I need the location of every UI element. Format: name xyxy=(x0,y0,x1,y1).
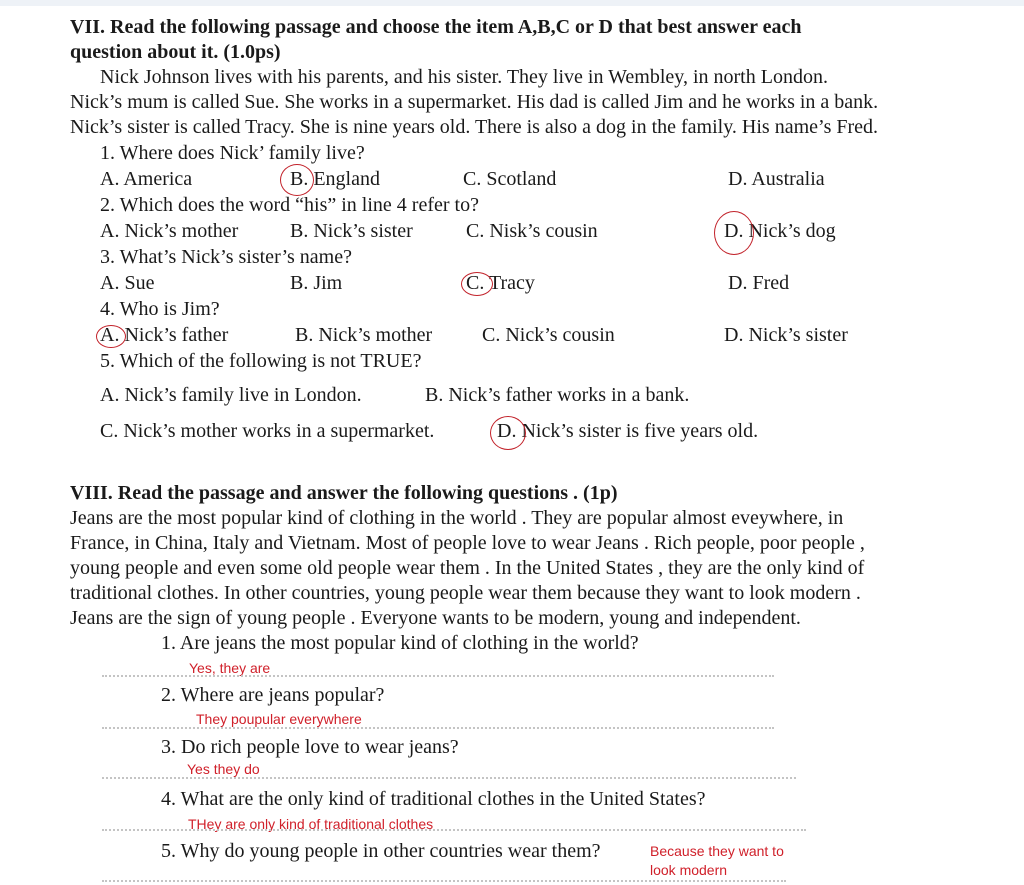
answer-line-5 xyxy=(102,880,786,882)
mc-question-4: 4. Who is Jim? xyxy=(100,298,220,320)
section-7-heading-line-1: VII. Read the following passage and choose the item A,B,C or D that best answer each xyxy=(70,16,802,38)
q3-option-b: B. Jim xyxy=(290,272,343,294)
q4-option-c: C. Nick’s cousin xyxy=(482,324,615,346)
q2-option-c: C. Nisk’s cousin xyxy=(466,220,598,242)
open-question-5: 5. Why do young people in other countries wear them? xyxy=(161,840,601,862)
mc-question-5: 5. Which of the following is not TRUE? xyxy=(100,350,422,372)
open-answer-5-line-1[interactable]: Because they want to xyxy=(650,843,784,859)
section-8-passage-line-5: Jeans are the sign of young people . Everyone wants to be modern, young and independent. xyxy=(70,607,801,629)
section-7-passage-line-2: Nick’s mum is called Sue. She works in a supermarket. His dad is called Jim and he works in a bank. xyxy=(70,91,879,113)
q4-option-b: B. Nick’s mother xyxy=(295,324,433,346)
open-answer-2[interactable]: They poupular everywhere xyxy=(196,711,362,727)
q3-option-d: D. Fred xyxy=(728,272,790,294)
q4-answer-circle xyxy=(96,325,126,348)
q3-option-a: A. Sue xyxy=(100,272,155,294)
mc-question-3: 3. What’s Nick’s sister’s name? xyxy=(100,246,352,268)
q5-option-c: C. Nick’s mother works in a supermarket. xyxy=(100,420,435,442)
q1-option-c: C. Scotland xyxy=(463,168,557,190)
q2-option-d: D. Nick’s dog xyxy=(724,220,836,242)
answer-line-2 xyxy=(102,727,774,729)
open-answer-3[interactable]: Yes they do xyxy=(187,761,260,777)
answer-line-3 xyxy=(102,777,796,779)
mc-question-1: 1. Where does Nick’ family live? xyxy=(100,142,365,164)
q2-answer-circle xyxy=(714,211,754,255)
q1-option-b: B. England xyxy=(290,168,380,190)
q2-option-a: A. Nick’s mother xyxy=(100,220,239,242)
section-7-heading-line-2: question about it. (1.0ps) xyxy=(70,41,281,63)
open-question-3: 3. Do rich people love to wear jeans? xyxy=(161,736,459,758)
section-8-heading: VIII. Read the passage and answer the following questions . (1p) xyxy=(70,482,618,504)
q5-option-b: B. Nick’s father works in a bank. xyxy=(425,384,690,406)
q4-option-d: D. Nick’s sister xyxy=(724,324,848,346)
section-7-passage-line-1: Nick Johnson lives with his parents, and his sister. They live in Wembley, in north London. xyxy=(100,66,828,88)
mc-question-2: 2. Which does the word “his” in line 4 refer to? xyxy=(100,194,479,216)
section-8-passage-line-4: traditional clothes. In other countries, young people wear them because they want to look modern . xyxy=(70,582,861,604)
q3-answer-circle xyxy=(461,272,493,296)
q5-option-a: A. Nick’s family live in London. xyxy=(100,384,362,406)
q5-answer-circle xyxy=(490,416,526,450)
open-answer-1[interactable]: Yes, they are xyxy=(189,660,271,676)
open-question-2: 2. Where are jeans popular? xyxy=(161,684,385,706)
open-answer-5-line-2[interactable]: look modern xyxy=(650,862,728,878)
q2-option-b: B. Nick’s sister xyxy=(290,220,413,242)
open-question-4: 4. What are the only kind of traditional clothes in the United States? xyxy=(161,788,706,810)
open-answer-4[interactable]: THey are only kind of traditional clothes xyxy=(188,816,434,832)
q4-option-a: A. Nick’s father xyxy=(100,324,229,346)
q1-option-a: A. America xyxy=(100,168,193,190)
q3-option-c: C. Tracy xyxy=(466,272,535,294)
section-8-passage-line-1: Jeans are the most popular kind of clothing in the world . They are popular almost eveywhere, in xyxy=(70,507,844,529)
answer-line-1 xyxy=(102,675,774,677)
section-8-passage-line-3: young people and even some old people wear them . In the United States , they are the only kind of xyxy=(70,557,865,579)
q5-option-d: D. Nick’s sister is five years old. xyxy=(497,420,759,442)
open-question-1: 1. Are jeans the most popular kind of clothing in the world? xyxy=(161,632,639,654)
section-7-passage-line-3: Nick’s sister is called Tracy. She is nine years old. There is also a dog in the family. His name’s Fred. xyxy=(70,116,879,138)
section-8-passage-line-2: France, in China, Italy and Vietnam. Most of people love to wear Jeans . Rich people, poor people , xyxy=(70,532,865,554)
q1-option-d: D. Australia xyxy=(728,168,825,190)
q1-answer-circle xyxy=(280,164,314,196)
answer-line-4 xyxy=(102,829,806,831)
